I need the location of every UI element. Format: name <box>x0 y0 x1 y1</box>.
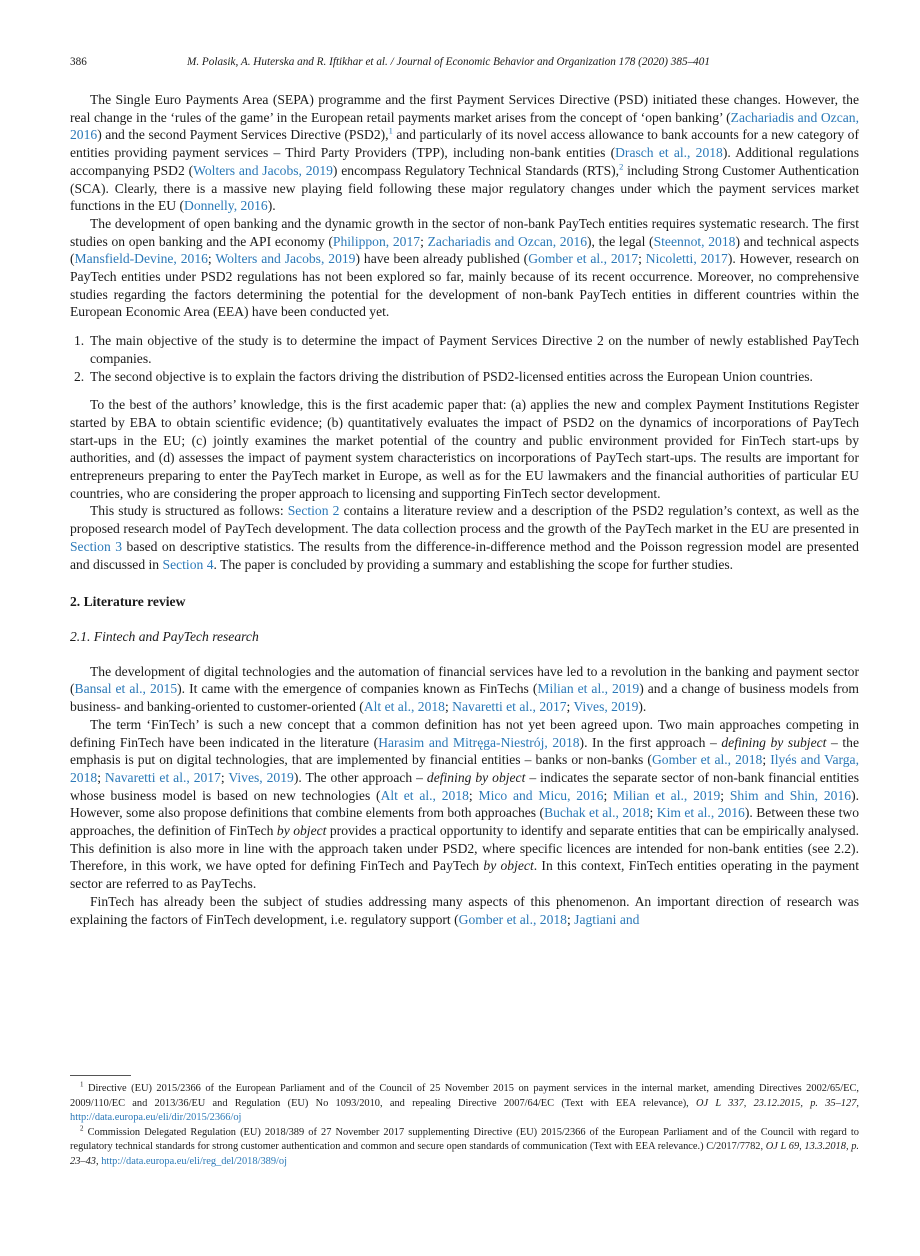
paragraph-fintech-definition <box>70 716 859 893</box>
citation-link[interactable]: Mansfield-Devine, 2016 <box>74 251 208 267</box>
text: ) and a change of business models from business- and banking-oriented to customer-oriented ( <box>70 681 859 715</box>
text: based on descriptive statistics. The results from the difference-in-difference method and the Poisson regression model are presented and discussed in <box>70 538 859 572</box>
emphasis: by object <box>276 823 327 839</box>
citation-link[interactable]: Donnelly, 2016 <box>184 198 268 214</box>
citation-link[interactable]: Milian et al., 2019 <box>537 681 640 697</box>
citation-link[interactable]: Ilyés and Varga, 2018 <box>70 752 859 785</box>
text: ; <box>603 787 614 803</box>
text: ; <box>638 251 646 267</box>
subsection-heading: 2.1. Fintech and PayTech research <box>70 628 259 644</box>
footnote-2 <box>70 1126 859 1170</box>
text: , <box>856 1097 860 1109</box>
footnote-link-1[interactable]: 1 <box>388 125 393 136</box>
text: FinTech has already been the subject of studies addressing many aspects of this phenomenon. An important direction of research was explaining the factors of FinTech development, i.e. regulatory support ( <box>70 893 859 927</box>
text: This study is structured as follows: <box>90 503 288 519</box>
text: ; <box>420 233 428 249</box>
section-link[interactable]: Section 4 <box>162 556 214 572</box>
text: ; <box>566 911 575 927</box>
citation-link[interactable]: Alt et al., 2018 <box>380 787 469 803</box>
text: ; <box>649 805 657 821</box>
text: ; <box>97 769 105 785</box>
list-item <box>70 332 859 367</box>
section-heading: 2. Literature review <box>70 594 186 610</box>
paragraph-fintech-studies <box>70 893 859 928</box>
citation-link[interactable]: Gomber et al., 2018 <box>651 752 763 768</box>
citation-link[interactable]: Harasim and Mitręga-Niestrój, 2018 <box>378 734 580 750</box>
citation-link[interactable]: Buchak et al., 2018 <box>544 805 650 821</box>
section-link[interactable]: Section 2 <box>287 503 340 519</box>
emphasis: defining by subject <box>721 734 827 750</box>
footnote-link-2[interactable]: 2 <box>619 161 624 172</box>
citation-link[interactable]: Zachariadis and Ozcan, 2016 <box>427 233 587 249</box>
text: ). The other approach – <box>293 769 427 785</box>
citation-link[interactable]: Gomber et al., 2017 <box>528 251 639 267</box>
footnote-url-link[interactable]: http://data.europa.eu/eli/dir/2015/2366/oj <box>70 1112 242 1123</box>
text: and particularly of its novel access allowance to bank accounts for a new category of entities providing payment services – Third Party Providers (TPP), including non-bank entities ( <box>70 127 859 161</box>
text: ). <box>267 198 276 214</box>
citation-link[interactable]: Wolters and Jacobs, 2019 <box>193 162 333 178</box>
article-body <box>70 91 859 928</box>
citation-link[interactable]: Vives, 2019 <box>228 769 294 785</box>
text: ; <box>444 699 453 715</box>
text: ) have been already published ( <box>355 251 529 267</box>
citation-link[interactable]: Vives, 2019 <box>573 699 639 715</box>
paragraph-structure <box>70 502 859 573</box>
citation-link[interactable]: Nicoletti, 2017 <box>645 251 728 267</box>
text: contains a literature review and a description of the PSD2 regulation’s context, as well as the proposed research model of PayTech development. The data collection process and the growth of the PayTech market in the EU are presented in <box>70 503 859 537</box>
text: ; <box>720 787 730 803</box>
text: ; <box>207 251 216 267</box>
text: ) and the second Payment Services Directive (PSD2), <box>97 127 389 143</box>
citation-link[interactable]: Zachariadis and Ozcan, 2016 <box>70 109 859 143</box>
page-number: 386 <box>70 56 87 68</box>
footnote-text: Directive (EU) 2015/2366 of the European Parliament and of the Council of 25 November 2015 on payment services in the internal market, amending Directives 2002/65/EC, 2009/110/EC and 2013/36/EU and Regulation (EU) No 1093/2010, and repealing Directive 2007/64/EC (Text with EEA relevance), <box>70 1083 859 1109</box>
text: ). However, some also propose definitions that combine elements from both approaches ( <box>70 787 859 821</box>
text: ; <box>468 787 479 803</box>
text: . In this context, FinTech entities operating in the payment sector are referred to as PayTechs. <box>70 858 860 892</box>
text: ). <box>638 699 647 715</box>
citation-link[interactable]: Alt et al., 2018 <box>363 699 445 715</box>
text: ; <box>566 699 574 715</box>
section-link[interactable]: Section 3 <box>70 538 123 554</box>
paragraph-contributions <box>70 396 859 502</box>
text: – indicates the separate sector of non-bank financial entities whose business model is based on new technologies ( <box>70 769 860 803</box>
text: To the best of the authors’ knowledge, this is the first academic paper that: (a) applies the new and complex Payment Institutions Register started by EBA to obtain scientific evidence; (b) quantitatively evaluates the impact of PSD2 on the dynamics of incorporations of PayTech start-ups in the EU; (c) jointly examines the market potential of the country and public environment provided for FinTech start-ups by authorities, and (d) assesses the impact of payment system characteristics on incorporations of PayTech start-ups. The results are important for entrepreneurs preparing to enter the PayTech market in Europe, as well as for the EU lawmakers and the financial authorities of particular EU countries, who are considering the proper approach to licensing and supporting FinTech sector development. <box>70 397 859 501</box>
running-title: M. Polasik, A. Huterska and R. Iftikhar et al. / Journal of Economic Behavior and Organization 178 (2020) 385–401 <box>187 56 710 68</box>
footnote-text: Commission Delegated Regulation (EU) 2018/389 of 27 November 2017 supplementing Directive (EU) 2015/2366 of the European Parliament and of the Council with regard to regulatory technical standards for strong customer authentication and common and secure open standards of communication (Text with EEA relevance.) C/2017/7782, <box>70 1126 859 1152</box>
text: ). It came with the emergence of companies known as FinTechs ( <box>177 681 538 697</box>
citation-link[interactable]: Navaretti et al., 2017 <box>452 699 567 715</box>
citation-link[interactable]: Navaretti et al., 2017 <box>104 769 221 785</box>
text: ). Between these two approaches, the definition of FinTech <box>70 805 859 839</box>
citation-link[interactable]: Kim et al., 2016 <box>656 805 745 821</box>
list-number: 2. <box>74 368 85 384</box>
citation-link[interactable]: Shim and Shin, 2016 <box>729 787 852 803</box>
citation-link[interactable]: Wolters and Jacobs, 2019 <box>215 251 356 267</box>
text: ). In the first approach – <box>579 734 722 750</box>
paragraph-sepa-psd <box>70 91 859 215</box>
citation-link[interactable]: Bansal et al., 2015 <box>74 681 178 697</box>
objectives-list <box>70 332 859 385</box>
list-text: The main objective of the study is to determine the impact of Payment Services Directive 2 on the number of newly established PayTech companies. <box>90 333 859 366</box>
citation-link[interactable]: Drasch et al., 2018 <box>615 145 723 161</box>
footnote-1 <box>70 1082 859 1126</box>
footnote-url-link[interactable]: http://data.europa.eu/eli/reg_del/2018/389/oj <box>101 1155 288 1167</box>
text: ). However, research on PayTech entities under PSD2 regulations has not been explored so far, mainly because of its recent occurrence. Moreover, no comprehensive studies regarding the factors determining the potential for the development of non-bank PayTech entities in different countries within the European Economic Area (EEA) have been conducted yet. <box>70 251 859 320</box>
footnote-citation: OJ L 337, 23.12.2015, p. 35–127 <box>696 1097 857 1109</box>
footnote-number: 1 <box>80 1080 84 1089</box>
citation-link[interactable]: Milian et al., 2019 <box>613 787 721 803</box>
text: The development of digital technologies and the automation of financial services have led to a revolution in the banking and payment sector ( <box>70 663 859 697</box>
footnote-divider <box>70 1075 131 1076</box>
footnotes <box>70 1082 859 1169</box>
citation-link[interactable]: Philippon, 2017 <box>332 233 421 249</box>
text: ). Additional regulations accompanying PSD2 ( <box>70 145 859 178</box>
paragraph-open-banking <box>70 215 859 321</box>
footnote-citation: OJ L 69, 13.3.2018, p. 23–43 <box>70 1141 859 1167</box>
paragraph-digital-tech <box>70 663 859 716</box>
citation-link[interactable]: Jagtiani and <box>574 911 640 927</box>
text: , <box>95 1155 102 1167</box>
text: ; <box>762 752 771 768</box>
text: The term ‘FinTech’ is such a new concept that a common definition has not yet been agreed upon. Two main approaches competing in defining FinTech have been indicated in the literature ( <box>70 716 859 750</box>
citation-link[interactable]: Gomber et al., 2018 <box>458 911 567 927</box>
text: The Single Euro Payments Area (SEPA) programme and the first Payment Services Directive (PSD) initiated these changes. However, the real change in the ‘rules of the game’ in the European retail payments market arises from the concept of ‘open banking’ ( <box>70 92 859 125</box>
list-item <box>70 368 859 386</box>
citation-link[interactable]: Steennot, 2018 <box>653 233 736 249</box>
text: ) encompass Regulatory Technical Standards (RTS), <box>332 162 620 178</box>
text: provides a practical opportunity to identify and separate entities that can be empirically analysed. This definition is also more in line with the approach taken under PSD2, where specific licences are intended for non-bank entities (see 2.2). Therefore, in this work, we have opted for defining FinTech and PayTech <box>70 823 859 874</box>
list-text: The second objective is to explain the factors driving the distribution of PSD2-licensed entities across the European Union countries. <box>90 368 813 384</box>
text: The development of open banking and the dynamic growth in the sector of non-bank PayTech entities requires systematic research. The first studies on open banking and the API economy ( <box>70 215 859 249</box>
emphasis: defining by object <box>426 769 526 785</box>
text: – the emphasis is put on digital technologies, that are implemented by financial entities – banks or non-banks ( <box>70 734 859 768</box>
emphasis: by object <box>483 858 534 874</box>
footnote-number: 2 <box>80 1124 84 1133</box>
text: ), the legal ( <box>587 233 654 249</box>
text: ) and technical aspects ( <box>70 233 859 267</box>
text: . The paper is concluded by providing a summary and establishing the scope for further studies. <box>213 556 734 572</box>
text: including Strong Customer Authentication (SCA). Clearly, there is a massive new playing field following these major regulatory changes under which the payment services market functions in the EU ( <box>70 162 860 214</box>
citation-link[interactable]: Mico and Micu, 2016 <box>478 787 604 803</box>
list-number: 1. <box>74 333 85 349</box>
text: ; <box>220 769 229 785</box>
